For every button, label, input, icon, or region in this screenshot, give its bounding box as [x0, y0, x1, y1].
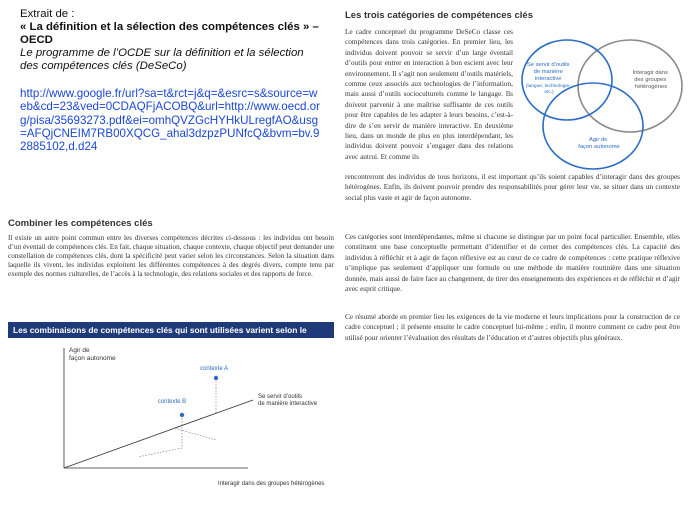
citation-source: Le programme de l’OCDE sur la définition et la sélection des compétences clés (DeSeCo) [20, 47, 304, 72]
context-a-point [214, 376, 218, 380]
venn-groups-label: Interagir dans des groupes hétérogènes [632, 70, 668, 90]
right-paragraph-1-top: Le cadre conceptuel du programme DeSeCo classe ces compétences dans trois catégories. En premier lieu, les individus doivent pouvoir se servir d’un large éventail d’outils pour entrer en interaction à bon escient avec leur environnement. Il s’agit non seulement d’outils matériels, comme ceux associés aux technologies de l’information, mais aussi d’outils socioculturels comme le langage. Ils doivent parvenir à une maîtrise suffisante de ces outils pour être capables de les adapter à leurs besoins, c’est-à-dire de s’en servir de manière interactive. En deuxième lieu, dans un monde de plus en plus interdépendant, les individus doivent pouvoir s’engager dans des relations avec autrui. Et comme ils [345, 28, 513, 161]
venn-diagram [515, 28, 687, 178]
context-b-label: contexte B [157, 399, 187, 405]
left-paragraph: Il existe un autre point commun entre les diverses compétences décrites ci-dessous : les individus ont besoin d’un éventail de compétences clés. En fait, chaque situation, chaque contexte, chaque objectif peut demander une constellation de compétences clés, dont la spécificité peut varier selon les circonstances. Selon la situation dans laquelle ils vivent, les individus exploitent les différentes compétences à des degrés divers, compte tenu par exemple des normes culturelles, de l’accès à la technologie, des relations sociales et des rapports de force. [8, 234, 334, 279]
context-a-label: contexte A [199, 366, 229, 372]
venn-autonomy-label: Agir de façon autonome [578, 137, 620, 150]
citation-label: Extrait de : [20, 8, 75, 20]
context-b-point [180, 413, 184, 417]
x-axis-label: Interagir dans des groupes hétérogènes [218, 481, 325, 487]
right-heading: Les trois catégories de compétences clés [345, 10, 533, 21]
citation-block [20, 8, 320, 73]
venn-tools-label: Se servir d’outils de manière interactive (langue, technologie, etc.) [525, 62, 571, 95]
context-diagram [8, 340, 334, 512]
right-paragraph-2: Ces catégories sont interdépendantes, même si chacune se distingue par un point focal particulier. Ensemble, elles constituent une base conceptuelle permettant d’identifier et de cerner des compétences clés. La capacité des individus à réfléchir et à agir de façon réflexive est au cœur de ce cadre de compétences : cette pratique réflexive n’implique pas seulement d’appliquer une formule ou une méthode de manière routinière dans une situation donnée, mais aussi de faire face au changement, de tirer des enseignements des expériences et de réfléchir et d’agir avec esprit critique. [345, 233, 680, 294]
source-link[interactable]: http://www.google.fr/url?sa=t&rct=j&q=&esrc=s&source=web&cd=23&ved=0CDAQFjACOBQ&url=http://www.oecd.org/pisa/35693273.pdf&ei=omhQVZGcHYHkULregfAO&usg=AFQjCNEIM7RB00XQCG_ahal3dzpzPUNfcQ&bvm=bv.92885102,d.d24 [20, 87, 320, 154]
y-axis-label: Agir de façon autonome [69, 347, 116, 362]
diagram-banner: Les combinaisons de compétences clés qui sont utilisées varient selon le contexte [8, 322, 334, 338]
right-paragraph-3: Ce résumé aborde en premier lieu les exigences de la vie moderne et leurs implications pour la construction de ce cadre conceptuel ; il présente ensuite le cadre conceptuel lui-même ; enfin, il montre comment ce cadre peut être utilisé pour orienter l’évaluation des résultats de l’éducation et d’autres objectifs plus généraux. [345, 313, 680, 342]
right-paragraph-1-bottom: rencontreront des individus de tous horizons, il est important qu’ils soient capables d’interagir dans des groupes hétérogènes. Enfin, ils doivent pouvoir prendre des responsabilités pour gérer leur vie, se situer dans un contexte social plus vaste et agir de façon autonome. [345, 173, 680, 202]
venn-circle-autonomy [543, 83, 643, 169]
diagonal-axis-label: Se servir d’outils de manière interactive [258, 394, 318, 407]
left-heading: Combiner les compétences clés [8, 218, 153, 229]
diagonal-axis [64, 400, 253, 468]
citation-title: « La définition et la sélection des compétences clés » – OECD [20, 21, 319, 46]
